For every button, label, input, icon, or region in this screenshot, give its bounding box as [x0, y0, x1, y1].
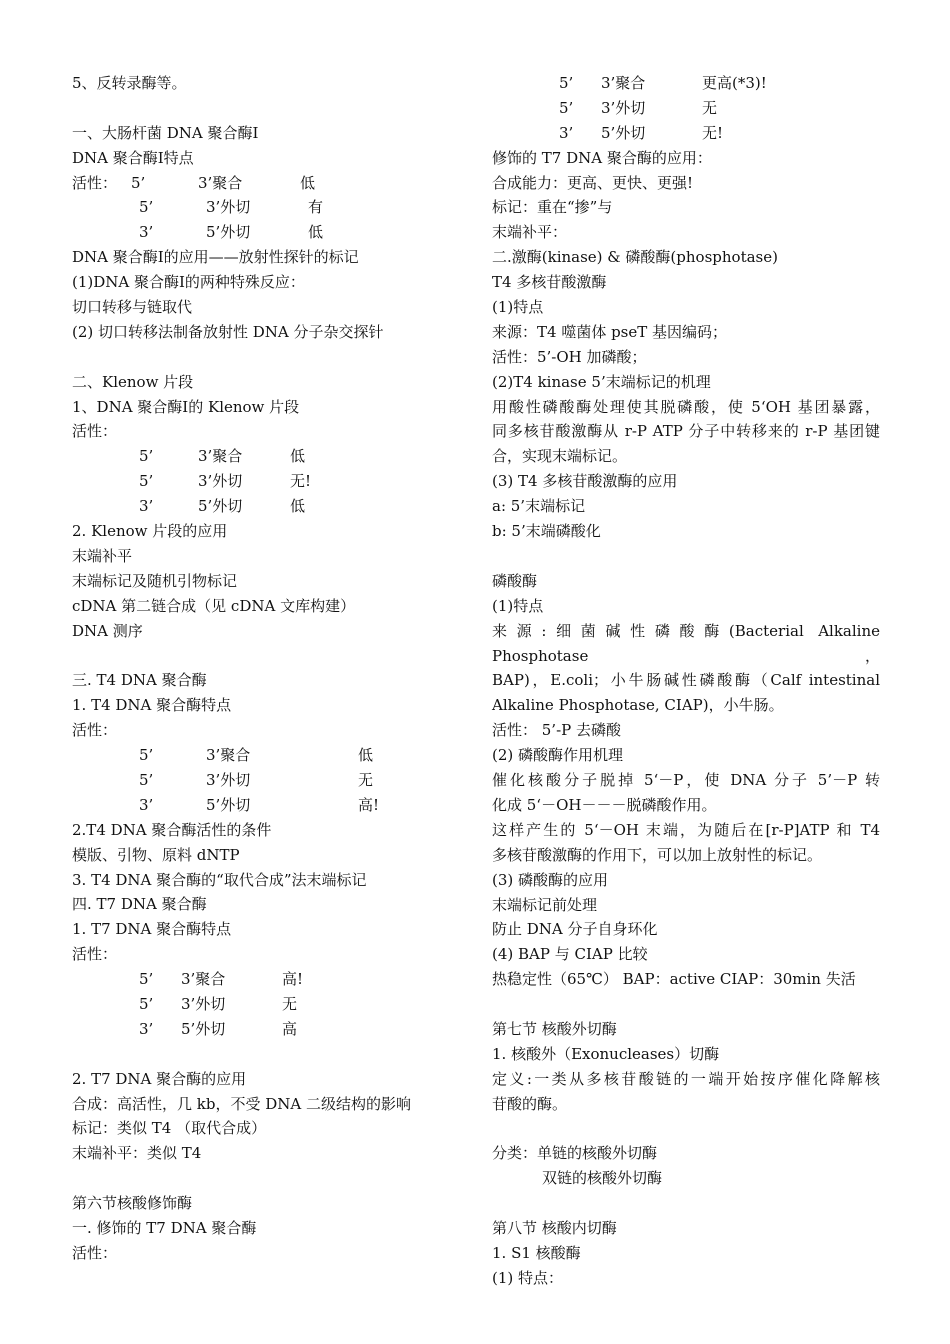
activity-type: 5’外切: [601, 123, 646, 142]
text-line: 切口转移与链取代: [72, 298, 193, 317]
text-line: 2.T4 DNA 聚合酶活性的条件: [72, 820, 272, 839]
activity-from: 3’: [139, 795, 154, 814]
activity-type: 3’聚合: [198, 447, 243, 466]
text-line: DNA 测序: [72, 621, 143, 640]
activity-level: 无: [282, 994, 298, 1013]
section-heading: 二、Klenow 片段: [72, 372, 194, 391]
text-line: 1、DNA 聚合酶Ⅰ的 Klenow 片段: [72, 397, 300, 416]
activity-level: 低: [308, 223, 324, 242]
text-line: cDNA 第二链合成（见 cDNA 文库构建）: [72, 596, 356, 615]
section-heading: 第八节 核酸内切酶: [492, 1219, 617, 1238]
activity-from: 5’: [139, 770, 154, 789]
text-line: 热稳定性（65℃） BAP：active CIAP：30min 失活: [492, 970, 856, 989]
text-line: BAP)，E.coli；小牛肠碱性磷酸酶（Calf intestinal: [492, 671, 880, 690]
text-line: 标记：类似 T4 （取代合成）: [72, 1119, 267, 1138]
activity-row: [72, 992, 472, 1017]
activity-level: 无!: [702, 123, 724, 142]
text-line: 苷酸的酶。: [492, 1094, 568, 1113]
text-line: Alkaline Phosphotase, CIAP)，小牛肠。: [492, 696, 784, 715]
text-line: (2) 切口转移法制备放射性 DNA 分子杂交探针: [72, 322, 384, 341]
section-heading: 磷酸酶: [492, 571, 538, 590]
activity-row: [72, 469, 472, 494]
activity-row: [492, 71, 880, 96]
text-line: 活性：: [72, 1243, 118, 1262]
activity-level: 更高(*3)!: [702, 74, 767, 92]
text-line: 同多核苷酸激酶从 r-P ATP 分子中转移来的 r-P 基团键: [492, 422, 880, 441]
activity-from: 5’: [559, 74, 574, 92]
activity-type: 3’聚合: [181, 970, 226, 989]
activity-row: [72, 1017, 472, 1042]
activity-row: [72, 195, 472, 220]
activity-from: 5’: [139, 198, 154, 217]
text-line: 2. Klenow 片段的应用: [72, 522, 228, 541]
blank-line: [72, 345, 472, 370]
text-line: 末端补平：类似 T4: [72, 1144, 202, 1163]
blank-line: [492, 992, 880, 1017]
text-line: 双链的核酸外切酶: [542, 1169, 663, 1188]
text-line: 1. S1 核酸酶: [492, 1243, 581, 1262]
text-line: b: 5’末端磷酸化: [492, 522, 601, 541]
text-line: 末端标记及随机引物标记: [72, 571, 238, 590]
activity-level: 低: [290, 447, 306, 466]
text-line: T4 多核苷酸激酶: [492, 273, 607, 292]
text-line: 合成：高活性，几 kb，不受 DNA 二级结构的影响: [72, 1094, 411, 1113]
activity-from: 5’: [139, 472, 154, 491]
text-line: 1. 核酸外（Exonucleases）切酶: [492, 1044, 720, 1063]
activity-type: 5’外切: [181, 1019, 226, 1038]
activity-type: 5’外切: [206, 223, 251, 242]
activity-type: 3’聚合: [601, 74, 646, 92]
text-line: 这样产生的 5‘－OH 末端，为随后在[r-P]ATP 和 T4: [492, 820, 880, 839]
activity-from: 5’: [131, 173, 146, 192]
activity-row: [72, 220, 472, 245]
text-line: 标记：重在“掺”与: [492, 198, 613, 217]
activity-type: 3’外切: [181, 994, 226, 1013]
text-line: 活性： 5’-P 去磷酸: [492, 721, 622, 740]
activity-from: 5’: [559, 98, 574, 117]
activity-level: 无: [702, 98, 718, 117]
section-heading: 二.激酶(kinase) & 磷酸酶(phosphotase): [492, 248, 778, 267]
activity-row: [492, 121, 880, 146]
text-line: 一. 修饰的 T7 DNA 聚合酶: [72, 1218, 257, 1237]
text-line: 活性：: [72, 422, 118, 441]
text-line: 1. T7 DNA 聚合酶特点: [72, 920, 232, 939]
text-line: (4) BAP 与 CIAP 比较: [492, 945, 648, 964]
activity-from: 3’: [139, 497, 154, 516]
text-line: DNA 聚合酶Ⅰ的应用——放射性探针的标记: [72, 248, 359, 267]
text-line: (3) 磷酸酶的应用: [492, 870, 609, 889]
blank-line: [492, 1191, 880, 1216]
activity-row: [72, 171, 472, 196]
text-line: 用酸性磷酸酶处理使其脱磷酸，使 5‘OH 基团暴露，: [492, 397, 880, 416]
activity-type: 3’外切: [601, 98, 646, 117]
activity-level: 高: [282, 1019, 298, 1038]
activity-from: 3’: [559, 123, 574, 142]
activity-level: 高!: [282, 970, 304, 989]
text-line: DNA 聚合酶Ⅰ特点: [72, 148, 194, 167]
activity-level: 低: [358, 746, 374, 765]
text-line: (3) T4 多核苷酸激酶的应用: [492, 472, 678, 491]
text-line: 3. T4 DNA 聚合酶的“取代合成”法末端标记: [72, 870, 367, 889]
blank-line: [492, 1117, 880, 1142]
activity-from: 3’: [139, 1019, 154, 1038]
activity-type: 3’外切: [206, 198, 251, 217]
activity-row: [72, 444, 472, 469]
blank-line: [72, 96, 472, 121]
activity-type: 3’外切: [206, 770, 251, 789]
text-line: (1) 特点：: [492, 1268, 564, 1287]
activity-type: 3’外切: [198, 472, 243, 491]
text-line: 2. T7 DNA 聚合酶的应用: [72, 1069, 247, 1088]
blank-line: [492, 544, 880, 569]
blank-line: [72, 643, 472, 668]
activity-row: [72, 743, 472, 768]
activity-type: 5’外切: [206, 795, 251, 814]
section-heading: 第七节 核酸外切酶: [492, 1019, 617, 1038]
text-line: 分类：单链的核酸外切酶: [492, 1144, 658, 1163]
text-line: 防止 DNA 分子自身环化: [492, 920, 658, 939]
activity-from: 3’: [139, 223, 154, 242]
text-line: 修饰的 T7 DNA 聚合酶的应用：: [492, 148, 712, 167]
left-column: [72, 71, 472, 1266]
activity-row: [72, 967, 472, 992]
text-line: 催化核酸分子脱掉 5‘－P，使 DNA 分子 5’－P 转: [492, 771, 880, 790]
blank-line: [72, 1166, 472, 1191]
text-line: 活性：: [72, 945, 118, 964]
activity-from: 5’: [139, 970, 154, 989]
text-line: (1)特点: [492, 298, 544, 317]
text-line: (2)T4 kinase 5’末端标记的机理: [492, 372, 711, 391]
text-line: 合成能力：更高、更快、更强!: [492, 173, 694, 192]
text-line: (1)特点: [492, 596, 544, 615]
text-line: (2) 磷酸酶作用机理: [492, 746, 624, 765]
section-heading: 一、大肠杆菌 DNA 聚合酶Ⅰ: [72, 123, 259, 142]
text-line: 活性：5’-OH 加磷酸；: [492, 347, 647, 366]
activity-row: [72, 793, 472, 818]
text-line: 来源:细菌碱性磷酸酶(Bacterial Alkaline Phosphotase，: [492, 621, 880, 665]
text-line: 化成 5‘－OH－－－脱磷酸作用。: [492, 795, 717, 814]
activity-level: 无!: [290, 472, 312, 491]
activity-type: 5’外切: [198, 497, 243, 516]
activity-type: 3’聚合: [206, 746, 251, 765]
activity-level: 无: [358, 770, 374, 789]
section-heading: 三. T4 DNA 聚合酶: [72, 671, 207, 690]
text-line: 末端补平：: [492, 223, 568, 242]
activity-from: 5’: [139, 994, 154, 1013]
activity-row: [492, 96, 880, 121]
text-line: 多核苷酸激酶的作用下，可以加上放射性的标记。: [492, 845, 823, 864]
section-heading: 四. T7 DNA 聚合酶: [72, 895, 207, 914]
activity-level: 高!: [358, 795, 380, 814]
text-line: 来源：T4 噬菌体 pseT 基因编码；: [492, 322, 728, 341]
right-column: [492, 71, 880, 1291]
blank-line: [72, 1042, 472, 1067]
text-line: 合，实现末端标记。: [492, 447, 628, 466]
activity-from: 5’: [139, 447, 154, 466]
text-line: (1)DNA 聚合酶Ⅰ的两种特殊反应：: [72, 273, 305, 292]
activity-level: 低: [300, 173, 316, 192]
text-line: 模版、引物、原料 dNTP: [72, 845, 240, 864]
text-line: 1. T4 DNA 聚合酶特点: [72, 696, 232, 715]
activity-row: [72, 768, 472, 793]
text-line: 末端标记前处理: [492, 895, 598, 914]
activity-from: 5’: [139, 746, 154, 765]
activity-row: [72, 494, 472, 519]
text-line: 定义:一类从多核苷酸链的一端开始按序催化降解核: [492, 1069, 880, 1088]
activity-level: 有: [308, 198, 324, 217]
activity-type: 3’聚合: [198, 173, 243, 192]
activity-level: 低: [290, 497, 306, 516]
section-heading: 第六节核酸修饰酶: [72, 1194, 193, 1213]
text-line: 5、反转录酶等。: [72, 74, 187, 92]
text-line: 末端补平: [72, 546, 133, 565]
activity-label: 活性：: [72, 173, 118, 192]
text-line: a: 5’末端标记: [492, 497, 586, 516]
text-line: 活性：: [72, 721, 118, 740]
